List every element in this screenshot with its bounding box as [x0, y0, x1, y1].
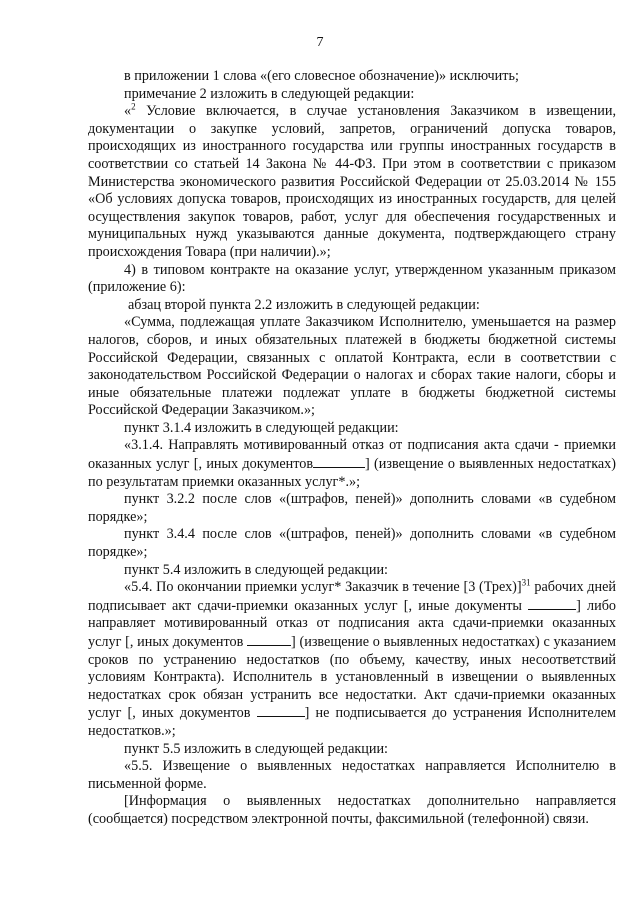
- paragraph: примечание 2 изложить в следующей редакции:: [124, 85, 415, 102]
- blank-line: [247, 633, 291, 646]
- blank-line: [257, 704, 305, 717]
- paragraph: в приложении 1 слова «(его словесное обозначение)» исключить;: [124, 68, 519, 84]
- paragraph: «5.5. Извещение о выявленных недостатках направляется Исполнителю в письменной форме.: [88, 758, 616, 792]
- paragraph-text: Условие включается, в случае установления Заказчиком в извещении, документации о закупке условий, запретов, ограничений допуска товаров, происходящих из иностранного государства или группы иностранных государств в соответствии со статьей 14 Закона № 44-ФЗ. При этом в соответствии с приказом Министерства экономического развития Российской Федерации от 25.03.2014 № 155 «Об условиях допуска товаров, происходящих из иностранных государств, для целей осуществления закупок товаров, работ, услуг для обеспечения государственных и муниципальных нужд указываются данные документа, подтверждающего страну происхождения Товара (при наличии).»;: [88, 103, 616, 260]
- paragraph-text: рабочих дней подписывает акт сдачи-приемки оказанных услуг [, иные документы: [88, 579, 616, 614]
- paragraph: 4) в типовом контракте на оказание услуг, утвержденном указанным приказом (приложение 6):: [88, 261, 616, 296]
- paragraph-text: ] либо направляет мотивированный отказ от подписания акта сдачи-приемки оказанных услуг [, иных документов: [88, 597, 617, 650]
- paragraph: [88, 579, 616, 740]
- paragraph: пункт 5.4 изложить в следующей редакции:: [124, 561, 388, 578]
- paragraph-text: «3.1.4. Направлять мотивированный отказ от подписания акта сдачи - приемки оказанных услуг [, иных документов: [88, 437, 616, 473]
- paragraph: абзац второй пункта 2.2 изложить в следующей редакции:: [128, 296, 480, 313]
- paragraph: пункт 5.5 изложить в следующей редакции:: [124, 740, 388, 757]
- quote-mark: «: [124, 103, 132, 120]
- footnote-marker: 31: [521, 577, 531, 588]
- document-body: [88, 68, 616, 829]
- paragraph-text: ] (извещение о выявленных недостатках) по результатам приемки оказанных услуг*.»;: [88, 456, 616, 490]
- paragraph: [88, 103, 616, 261]
- paragraph: [Информация о выявленных недостатках дополнительно направляется (сообщается) посредством электронной почты, факсимильной (телефонной) связи.: [88, 793, 616, 827]
- blank-line: [528, 597, 576, 610]
- paragraph: [88, 437, 616, 491]
- footnote-marker: 2: [131, 101, 136, 112]
- paragraph: пункт 3.2.2 после слов «(штрафов, пеней)» дополнить словами «в судебном порядке»;: [88, 491, 616, 525]
- blank-line: [313, 455, 365, 468]
- paragraph: «Сумма, подлежащая уплате Заказчиком Исполнителю, уменьшается на размер налогов, сборов, и иных обязательных платежей в бюджеты бюджетной системы Российской Федерации, связанных с оплатой Контракта, если в соответствии с законодательством Российской Федерации о налогах и сборах такие налоги, сборы и иные обязательные платежи подлежат уплате в бюджеты бюджетной системы Российской Федерации Заказчиком.»;: [88, 314, 616, 419]
- paragraph-text: ] не подписывается до устранения Исполнителем недостатков.»;: [88, 705, 617, 739]
- page-number: 7: [316, 35, 324, 50]
- paragraph-text: ] (извещение о выявленных недостатках) с указанием сроков по устранению недостатков (по объему, качеству, иных несоответствий условиям Контракта). Исполнитель в установленный в извещении о выявленных недостатках срок обязан устранить все недостатки. Акт сдачи-приемки оказанных услуг [, иных документов: [88, 634, 616, 722]
- paragraph: пункт 3.4.4 после слов «(штрафов, пеней)» дополнить словами «в судебном порядке»;: [88, 526, 616, 561]
- paragraph-text: «5.4. По окончании приемки услуг* Заказчик в течение [3 (Трех)]: [124, 579, 522, 596]
- paragraph: пункт 3.1.4 изложить в следующей редакции:: [124, 419, 399, 436]
